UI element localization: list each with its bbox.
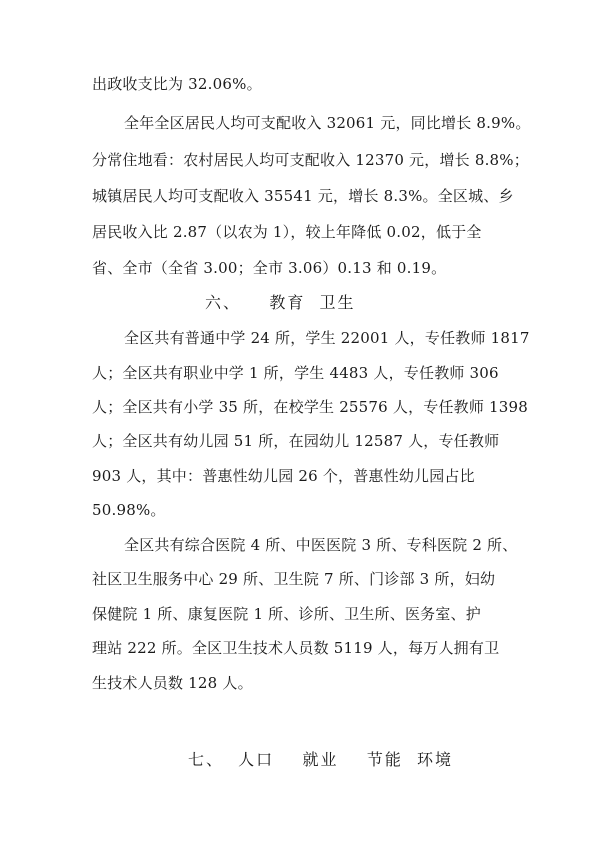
section-heading: 六、 教育 卫生 xyxy=(205,293,356,312)
section-heading: 七、 人口 就业 节能 环境 xyxy=(188,750,454,769)
text-line: 保健院 1 所、康复医院 1 所、诊所、卫生所、医务室、护 xyxy=(92,605,481,623)
text-line: 生技术人员数 128 人。 xyxy=(92,674,253,692)
text-line: 全区共有综合医院 4 所、中医医院 3 所、专科医院 2 所、 xyxy=(124,536,518,554)
text-line: 全区共有普通中学 24 所，学生 22001 人，专任教师 1817 xyxy=(124,329,530,347)
text-line: 分常住地看：农村居民人均可支配收入 12370 元，增长 8.8%； xyxy=(92,151,529,169)
text-line: 理站 222 所。全区卫生技术人员数 5119 人，每万人拥有卫 xyxy=(92,639,500,657)
text-line: 社区卫生服务中心 29 所、卫生院 7 所、门诊部 3 所，妇幼 xyxy=(92,570,496,588)
text-line: 903 人，其中：普惠性幼儿园 26 个，普惠性幼儿园占比 xyxy=(92,467,475,485)
text-line: 城镇居民人均可支配收入 35541 元，增长 8.3%。全区城、乡 xyxy=(92,187,514,205)
text-line: 人；全区共有幼儿园 51 所，在园幼儿 12587 人，专任教师 xyxy=(92,432,500,450)
text-line: 出政收支比为 32.06%。 xyxy=(92,75,262,93)
text-line: 人；全区共有小学 35 所，在校学生 25576 人，专任教师 1398 xyxy=(92,398,529,416)
text-line: 人；全区共有职业中学 1 所，学生 4483 人，专任教师 306 xyxy=(92,364,499,382)
text-line: 居民收入比 2.87（以农为 1），较上年降低 0.02，低于全 xyxy=(92,223,482,241)
text-line: 省、全市（全省 3.00；全市 3.06）0.13 和 0.19。 xyxy=(92,259,447,277)
text-line: 全年全区居民人均可支配收入 32061 元，同比增长 8.9%。 xyxy=(124,114,531,132)
text-line: 50.98%。 xyxy=(92,501,166,519)
